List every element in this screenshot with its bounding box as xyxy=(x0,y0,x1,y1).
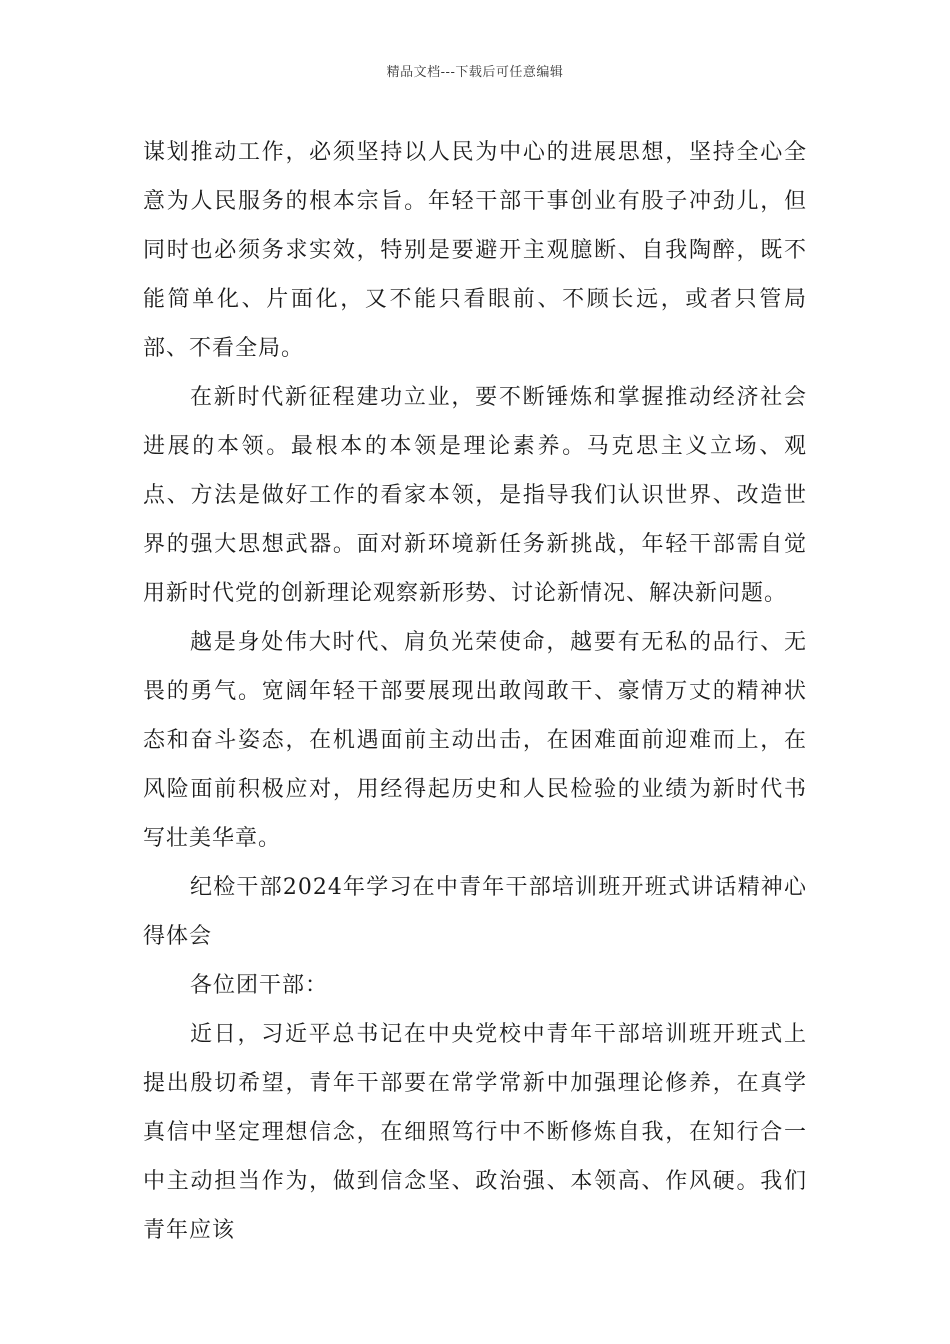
section-title: 纪检干部2024年学习在中青年干部培训班开班式讲话精神心得体会 xyxy=(143,875,807,949)
document-body xyxy=(143,128,807,1255)
paragraph: 近日，习近平总书记在中央党校中青年干部培训班开班式上提出殷切希望，青年干部要在常学常新中加强理论修养，在真学真信中坚定理想信念，在细照笃行中不断修炼自我，在知行合一中主动担当作为，做到信念坚、政治强、本领高、作风硬。我们青年应该 xyxy=(143,1022,807,1243)
paragraph: 在新时代新征程建功立业，要不断锤炼和掌握推动经济社会进展的本领。最根本的本领是理论素养。马克思主义立场、观点、方法是做好工作的看家本领，是指导我们认识世界、改造世界的强大思想武器。面对新环境新任务新挑战，年轻干部需自觉用新时代党的创新理论观察新形势、讨论新情况、解决新问题。 xyxy=(143,385,807,606)
page-header: 精品文档---下载后可任意编辑 xyxy=(386,65,564,80)
paragraph: 越是身处伟大时代、肩负光荣使命，越要有无私的品行、无畏的勇气。宽阔年轻干部要展现出敢闯敢干、豪情万丈的精神状态和奋斗姿态，在机遇面前主动出击，在困难面前迎难而上，在风险面前积极应对，用经得起历史和人民检验的业绩为新时代书写壮美华章。 xyxy=(143,630,807,851)
paragraph-continuation: 谋划推动工作，必须坚持以人民为中心的进展思想，坚持全心全意为人民服务的根本宗旨。年轻干部干事创业有股子冲劲儿，但同时也必须务求实效，特别是要避开主观臆断、自我陶醉，既不能简单化、片面化，又不能只看眼前、不顾长远，或者只管局部、不看全局。 xyxy=(143,140,807,361)
salutation: 各位团干部： xyxy=(190,973,329,998)
